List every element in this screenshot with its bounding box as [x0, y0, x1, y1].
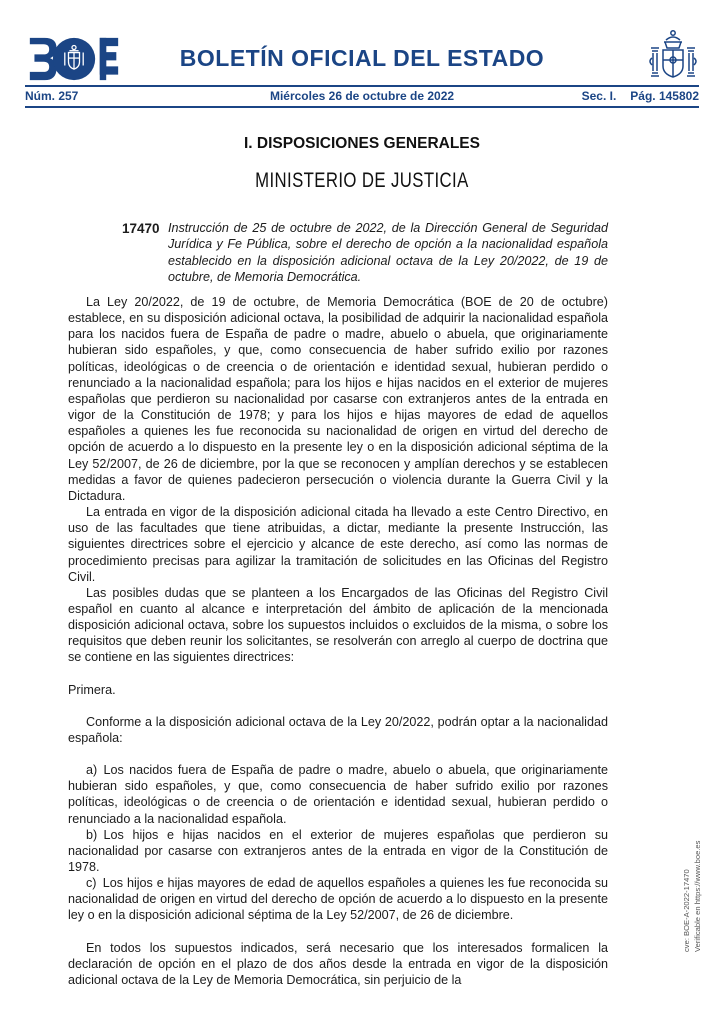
ministry-heading-text: MINISTERIO DE JUSTICIA — [255, 168, 469, 192]
masthead-title: BOLETÍN OFICIAL DEL ESTADO — [179, 45, 545, 71]
list-item-b: b) Los hijos e hijas nacidos en el exterior de mujeres españolas que perdieron su nacionalidad por casarse con extranjeros antes de la entrada en vigor de la Constitución de 1978. — [68, 827, 608, 874]
body-paragraph: Las posibles dudas que se planteen a los Encargados de las Oficinas del Registro Civil español en cuanto al alcance e interpretación del ámbito de aplicación de la mencionada disposición adicional octava, sobre los supuestos incluidos o excluidos de la misma, o sobre los requisitos que deben reunir los solicitantes, se resolverán con arreglo al cuerpo de doctrina que se contiene en las siguientes directrices: — [68, 585, 608, 665]
header-divider-top — [25, 85, 699, 87]
section-label: Sec. I. — [581, 89, 617, 103]
body-paragraph: Conforme a la disposición adicional octava de la Ley 20/2022, podrán optar a la nacionalidad española: — [68, 714, 608, 745]
item-block — [122, 220, 608, 285]
body-paragraph: En todos los supuestos indicados, será necesario que los interesados formalicen la declaración de opción en el plazo de dos años desde la entrada en vigor de la disposición adicional octava de la Ley de Memoria Democrática, sin perjuicio de la — [68, 940, 608, 987]
item-summary: Instrucción de 25 de octubre de 2022, de la Dirección General de Seguridad Jurídica y Fe Pública, sobre el derecho de opción a la nacionalidad española establecido en la disposición adicional octava de la Ley 20/2022, de 19 de octubre, de Memoria Democrática. — [168, 221, 608, 284]
verification-sidebar — [682, 807, 703, 952]
issue-date: Miércoles 26 de octubre de 2022 — [269, 89, 455, 103]
meta-bar — [25, 89, 699, 103]
issue-number: Núm. 257 — [25, 89, 79, 103]
cve-code: cve: BOE-A-2022-17470 — [682, 869, 691, 952]
page-label: Pág. 145802 — [630, 89, 699, 103]
section-page — [454, 89, 699, 103]
section-heading: I. DISPOSICIONES GENERALES — [244, 135, 480, 152]
body-paragraph: La entrada en vigor de la disposición adicional citada ha llevado a este Centro Directivo, en uso de las facultades que tiene atribuidas, a dictar, mediante la presente Instrucción, las siguientes directrices sobre el ejercicio y alcance de este derecho, así como las normas de procedimiento precisas para agilizar la tramitación de solicitudes en las Oficinas del Registro Civil. — [68, 505, 608, 584]
header-divider-bottom — [25, 106, 699, 108]
ministry-heading — [0, 168, 724, 193]
body-paragraph: La Ley 20/2022, de 19 de octubre, de Memoria Democrática (BOE de 20 de octubre) establece, en su disposición adicional octava, la posibilidad de adquirir la nacionalidad española para los nacidos fuera de España de padre o madre, abuelo o abuela, que originariamente hubieran sido españoles, y que, como consecuencia de haber sufrido exilio por razones políticas, ideológicas o de creencia o de orientación e identidad sexual, hubieran perdido o renunciado a la nacionalidad española; para los hijos e hijas nacidos en el exterior de mujeres españolas que perdieron su nacionalidad por casarse con extranjeros antes de la entrada en vigor de la Constitución de 1978; y para los hijos e hijas mayores de edad de aquellos españoles a quienes les fue reconocida su nacionalidad de origen en virtud del derecho de opción de acuerdo a lo dispuesto en la presente ley o en la disposición adicional séptima de la Ley 52/2007, de 26 de diciembre, por la que se reconocen y amplían derechos y se establecen medidas a favor de quienes padecieron persecución o violencia durante la Guerra Civil y la Dictadura. — [68, 295, 608, 503]
directive-heading-primera: Primera. — [68, 682, 116, 697]
list-item-a: a) Los nacidos fuera de España de padre o madre, abuelo o abuela, que originariamente hubieran sido españoles, y que, como consecuencia de haber sufrido exilio por razones políticas, ideológicas o de creencia o de orientación e identidad sexual, hubieran perdido o renunciado a la nacionalidad española. — [68, 763, 608, 826]
list-item-c: c) Los hijos e hijas mayores de edad de aquellos españoles a quienes les fue reconocida su nacionalidad de origen en virtud del derecho de opción de acuerdo a lo dispuesto en la presente ley o en la disposición adicional séptima de la Ley 52/2007, de 26 de diciembre. — [68, 876, 608, 923]
verification-url: Verificable en https://www.boe.es — [692, 840, 702, 952]
item-number: 17470 — [122, 221, 160, 236]
body-text — [68, 294, 608, 988]
